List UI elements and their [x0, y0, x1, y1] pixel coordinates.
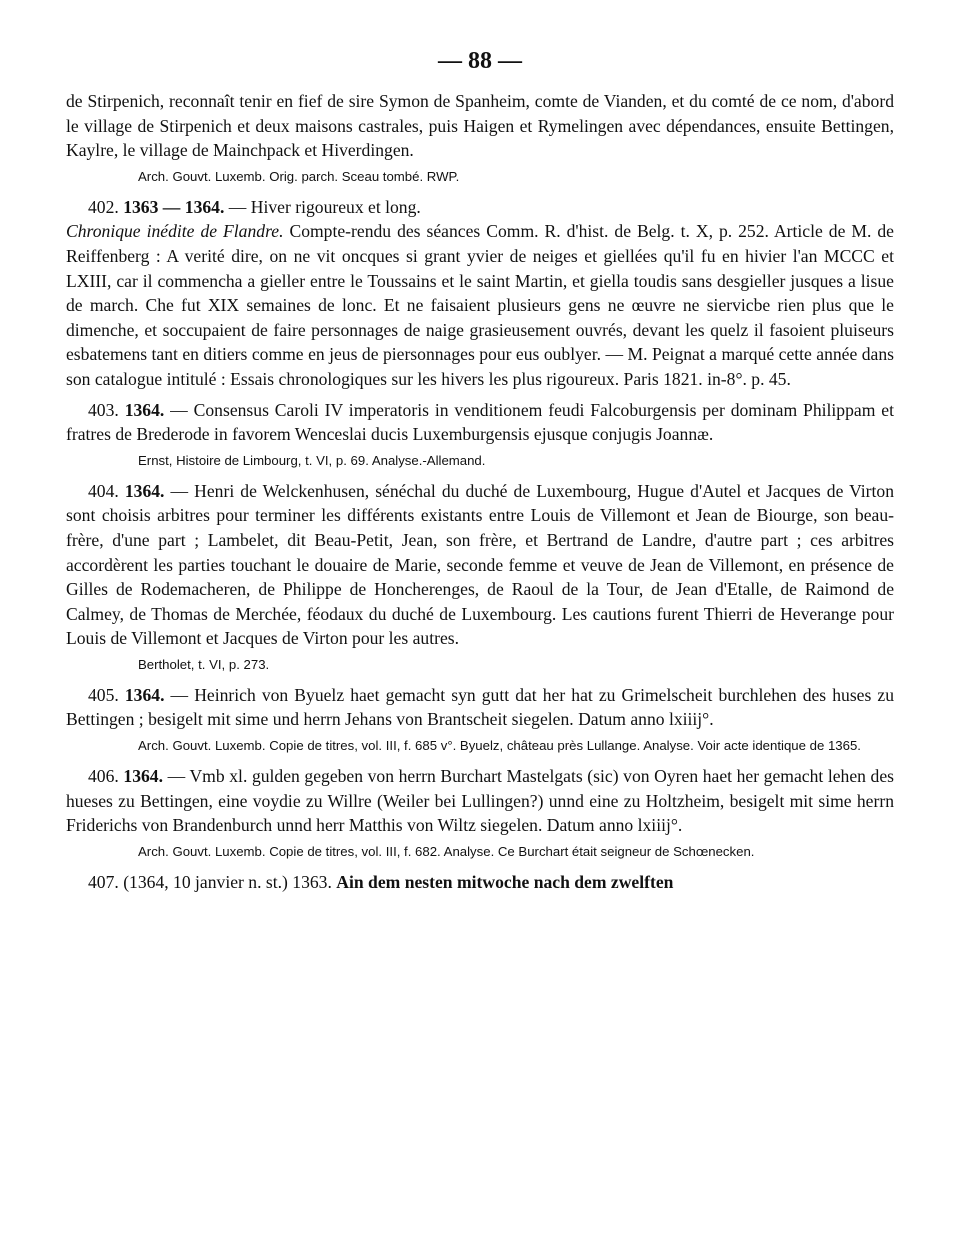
- entry-date: (1364, 10 janvier n. st.) 1363.: [123, 871, 332, 892]
- entry-date: 1363 — 1364.: [123, 196, 225, 217]
- entry-402-continued: [66, 219, 894, 391]
- page-number: — 88 —: [438, 48, 522, 74]
- entry-text: — Heinrich von Byuelz haet gemacht syn gutt dat her hat zu Grimelscheit burchlehen des huses zu Bettingen ; besigelt mit sime und herrn Jehans von Brantscheit siegelen. Datum anno lxiiij°.: [66, 684, 894, 730]
- entry-403: [66, 398, 894, 447]
- entry-403-source: Ernst, Histoire de Limbourg, t. VI, p. 69. Analyse.-Allemand.: [138, 452, 486, 468]
- entry-402: [66, 195, 894, 220]
- entry-number: 404.: [88, 480, 119, 501]
- entry-407: [66, 870, 894, 895]
- entry-number: 407.: [88, 871, 119, 892]
- entry-406-source: Arch. Gouvt. Luxemb. Copie de titres, vol. III, f. 682. Analyse. Ce Burchart était seigneur de Schœnecken.: [138, 843, 755, 859]
- entry-number: 402.: [88, 196, 119, 217]
- entry-text-continued: Compte-rendu des séances Comm. R. d'hist. de Belg. t. X, p. 252. Article de M. de Reiffenberg : A verité dire, on ne vit oncques si grant yvier de neiges et giellées qu'il fu en hivier l'an MCCC et LXIII, car il commencha a gieller entre le Toussains et le saint Martin, et giella toudis sans desgieller jusques a lisue de march. Che fut XIX semaines de lonc. Et ne faisaient plusieurs gens ne œuvre ne siervicbe rien plus que le dimenche, et soccupaient de faire personnages de naige grasieusement ouvrés, devant les quelz il fasoient pluiseurs esbatemens tant en ditiers comme en jeus de piersonnages pour eus oublyer. — M. Peignat a marqué cette année dans son catalogue intitulé : Essais chronologiques sur les hivers les plus rigoureux. Paris 1821. in-8°. p. 45.: [66, 221, 894, 389]
- entry-italic-source: Chronique inédite de Flandre.: [66, 221, 284, 242]
- entry-number: 406.: [88, 766, 119, 787]
- entry-text: — Vmb xl. gulden gegeben von herrn Burchart Mastelgats (sic) von Oyren haet her gemacht lehen des hueses zu Bettingen, eine voydie zu Willre (Weiler bei Lullingen?) unnd eine zu Holtzheim, besigelt mit sime herrn Friderichs von Brandenburch unnd herr Matthis von Wiltz siegelen. Datum anno lxiiij°.: [66, 766, 895, 836]
- entry-date: 1364.: [124, 684, 165, 705]
- entry-number: 403.: [88, 399, 119, 420]
- entry-continuation-source: Arch. Gouvt. Luxemb. Orig. parch. Sceau tombé. RWP.: [138, 168, 460, 184]
- entry-405-source: Arch. Gouvt. Luxemb. Copie de titres, vol. III, f. 685 v°. Byuelz, château près Lullange. Analyse. Voir acte identique de 1365.: [138, 738, 861, 754]
- entry-date: 1364.: [124, 480, 165, 501]
- document-page: [66, 48, 894, 894]
- entry-number: 405.: [88, 684, 119, 705]
- entry-404-source: Bertholet, t. VI, p. 273.: [138, 656, 270, 672]
- entry-date: 1364.: [124, 399, 165, 420]
- entry-405: [66, 683, 894, 732]
- entry-404: [66, 479, 894, 651]
- entry-date: 1364.: [123, 766, 163, 787]
- entry-406: [66, 764, 894, 838]
- entry-text: — Hiver rigoureux et long.: [228, 196, 421, 217]
- entry-continuation-text: de Stirpenich, reconnaît tenir en fief de sire Symon de Spanheim, comte de Vianden, et du comté de ce nom, d'abord le village de Stirpenich et deux maisons castrales, puis Haigen et Rymelingen avec dépendances, ensuite Bettingen, Kaylre, le village de Mainchpack et Hiverdingen.: [66, 91, 894, 161]
- entry-text: — Henri de Welckenhusen, sénéchal du duché de Luxembourg, Hugue d'Autel et Jacques de Virton sont choisis arbitres pour terminer les différents existants entre Louis de Villemont et Jean de Biourge, son beau-frère, d'une part ; Lambelet, dit Beau-Petit, Jean, son frère, et Bertrand de Landre, d'autre part ; ces arbitres accordèrent les parties touchant le douaire de Marie, seconde femme et veuve de Jean de Villemont, en présence de Gilles de Rodemacheren, de Philippe de Honcherenges, de Raoul de la Tour, de Jean d'Etalle, de Raimond de Calmey, de Thomas de Merchée, féodaux du duché de Luxembourg. Les cautions furent Thierri de Heverange pour Louis de Villemont et Jacques de Virton pour les autres.: [66, 480, 895, 649]
- entry-text: — Consensus Caroli IV imperatoris in venditionem feudi Falcoburgensis per dominam Philippam et fratres de Brederode in favorem Wenceslai ducis Luxemburgensis ejusque conjugis Joannæ.: [66, 399, 894, 445]
- entry-text: Ain dem nesten mitwoche nach dem zwelften: [336, 871, 674, 892]
